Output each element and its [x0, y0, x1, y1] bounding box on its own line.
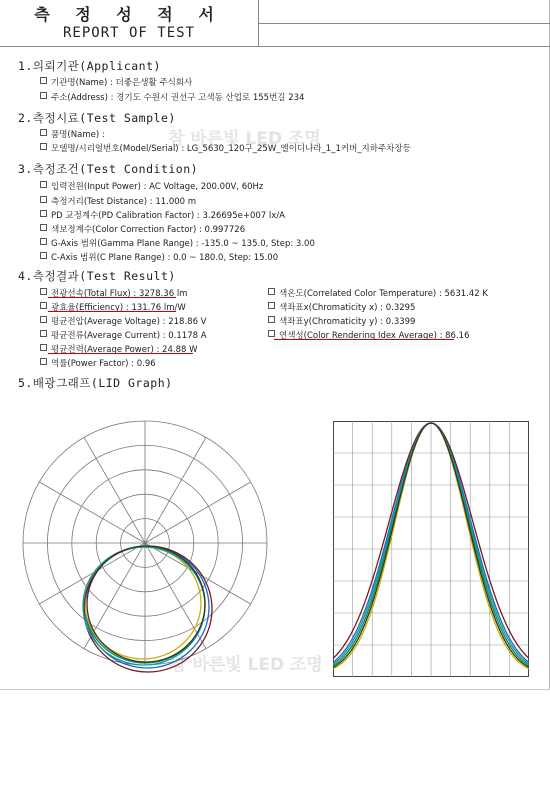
checkbox-icon: [40, 129, 47, 136]
condition-item: [40, 195, 196, 207]
watermark-top: 참 바른빛 LED 조명: [168, 129, 321, 149]
checkbox-icon: [40, 344, 47, 351]
section-applicant-heading: 1.의뢰기관(Applicant): [18, 59, 161, 73]
checkbox-icon: [40, 92, 47, 99]
section-sample-heading: 2.측정시료(Test Sample): [18, 111, 176, 125]
condition-item: [40, 180, 263, 192]
report-title-en: REPORT OF TEST: [62, 25, 195, 41]
sample-model-text: 모델명/시리얼번호(Model/Serial) : LG_5630_120구_25W_엘이디나라_1_1커버_지하주차장등: [51, 144, 411, 154]
checkbox-icon: [40, 143, 47, 150]
checkbox-icon: [40, 252, 47, 259]
result-text: 색좌표y(Chromaticity y) : 0.3399: [279, 317, 416, 327]
condition-item: [40, 251, 278, 263]
condition-text: G-Axis 범위(Gamma Plane Range) : -135.0 ~ 135.0, Step: 3.00: [51, 239, 315, 249]
polar-lid-graph: [15, 415, 275, 685]
highlight-underline: [48, 297, 176, 298]
condition-text: 측정거리(Test Distance) : 11.000 m: [51, 197, 197, 207]
checkbox-icon: [40, 302, 47, 309]
result-text: 평균전력(Average Power) : 24.88 W: [51, 345, 198, 355]
condition-item: [40, 223, 245, 235]
result-text: 색좌표x(Chromaticity x) : 0.3295: [279, 303, 416, 313]
sample-name: [40, 128, 105, 140]
result-right-item: [268, 315, 415, 327]
highlight-underline: [48, 353, 193, 354]
result-text: 색온도(Correlated Color Temperature) : 5631.42 K: [279, 289, 488, 299]
report-title-ko: 측 정 성 적 서: [34, 5, 224, 24]
result-left-item: [40, 315, 207, 327]
header-divider: [258, 23, 550, 24]
sample-name-text: 품명(Name) :: [51, 130, 105, 140]
section-condition-heading: 3.측정조건(Test Condition): [18, 162, 199, 176]
result-right-item: [268, 287, 488, 299]
result-text: 전광선속(Total Flux) : 3278.36 lm: [51, 289, 188, 299]
result-text: 평균전압(Average Voltage) : 218.86 V: [51, 317, 207, 327]
checkbox-icon: [268, 330, 275, 337]
result-text: 광효율(Efficiency) : 131.76 lm/W: [51, 303, 186, 313]
checkbox-icon: [268, 316, 275, 323]
highlight-underline: [48, 311, 176, 312]
watermark-bottom: 참 바른빛 LED 조명: [170, 655, 323, 675]
checkbox-icon: [268, 288, 275, 295]
checkbox-icon: [268, 302, 275, 309]
sample-model: [40, 142, 411, 154]
result-left-item: [40, 329, 207, 341]
checkbox-icon: [40, 196, 47, 203]
result-left-item: [40, 357, 156, 369]
condition-text: PD 교정계수(PD Calibration Factor) : 3.26695e+007 lx/A: [51, 211, 285, 221]
checkbox-icon: [40, 316, 47, 323]
section-graph-heading: 5.배광그래프(LID Graph): [18, 376, 173, 390]
checkbox-icon: [40, 210, 47, 217]
condition-text: 색보정계수(Color Correction Factor) : 0.997726: [51, 225, 246, 235]
condition-item: [40, 237, 315, 249]
applicant-name-text: 기관명(Name) : 더좋은생활 주식회사: [51, 78, 193, 88]
result-text: 평균전류(Average Current) : 0.1178 A: [51, 331, 207, 341]
condition-text: 입력전원(Input Power) : AC Voltage, 200.00V, 60Hz: [51, 182, 264, 192]
condition-item: [40, 209, 285, 221]
applicant-address: [40, 91, 304, 103]
report-header: [0, 0, 550, 47]
checkbox-icon: [40, 77, 47, 84]
title-block: [0, 0, 259, 46]
condition-text: C-Axis 범위(C Plane Range) : 0.0 ~ 180.0, Step: 15.00: [51, 253, 279, 263]
result-text: 역률(Power Factor) : 0.96: [51, 359, 156, 369]
cartesian-lid-graph: [333, 421, 529, 677]
result-text: 연색성(Color Rendering Idex Average) : 86.16: [279, 331, 470, 341]
checkbox-icon: [40, 181, 47, 188]
applicant-address-text: 주소(Address) : 경기도 수원시 권선구 고색동 산업로 155번길 234: [51, 93, 305, 103]
result-right-item: [268, 301, 415, 313]
checkbox-icon: [40, 288, 47, 295]
checkbox-icon: [40, 358, 47, 365]
applicant-name: [40, 76, 192, 88]
highlight-underline: [274, 339, 454, 340]
checkbox-icon: [40, 330, 47, 337]
section-result-heading: 4.측정결과(Test Result): [18, 269, 176, 283]
checkbox-icon: [40, 238, 47, 245]
checkbox-icon: [40, 224, 47, 231]
polar-curve: [83, 547, 205, 665]
